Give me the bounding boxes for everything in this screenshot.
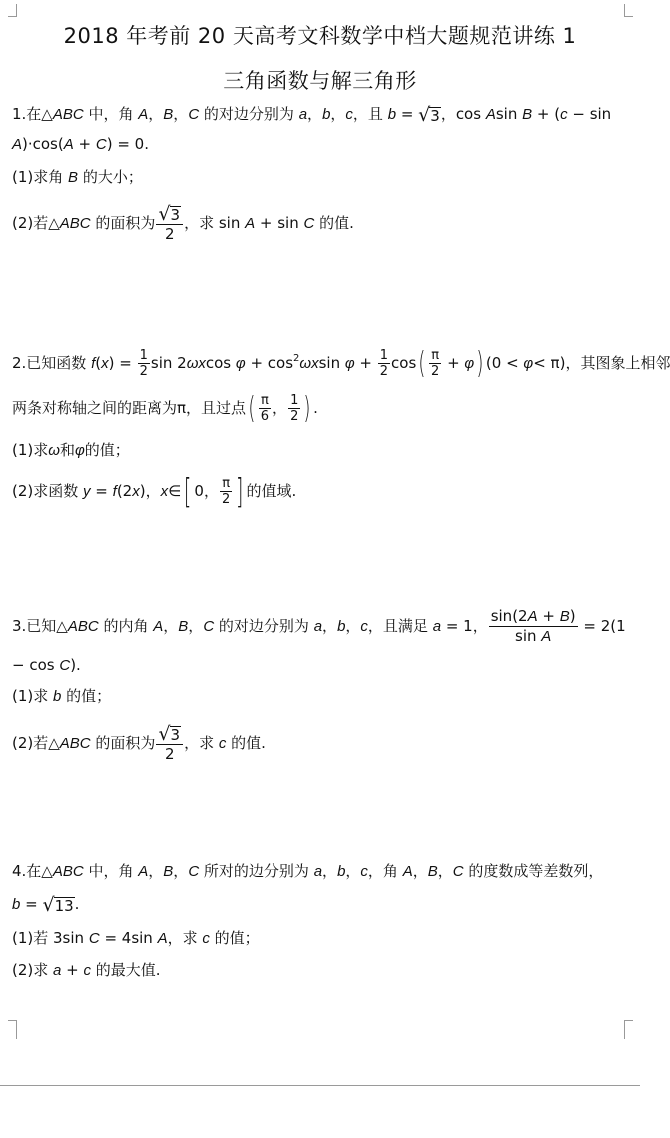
fraction-sin2AB-over-sinA: $\frac{\sin(2A + B)}{\text{sin A}}$: [490, 607, 576, 645]
page-subtitle: 三角函数与解三角形: [223, 69, 417, 93]
q1-line1: 1.在△ABC 中，角 A，B，C 的对边分别为 a，b，c，且 b = √ 3 ，cos Asin B + (c − sin: [12, 103, 612, 126]
fraction-pi-2: $\frac{\pi}{2}$: [221, 476, 231, 507]
fraction-1-2: $\frac{1}{2}$: [379, 348, 389, 379]
q4-line1: 4.在△ABC 中，角 A，B，C 所对的边分别为 a，b，c，角 A，B，C 的度数成等差数列，: [12, 862, 604, 880]
q1-part1: (1)求角 B 的大小；: [12, 168, 143, 186]
q3-part1: (1)求 b 的值；: [12, 687, 112, 705]
fraction-sqrt3-over-2: √ 3 2: [156, 724, 183, 763]
corner-mark-top-right: [624, 4, 633, 17]
page-bottom-divider: [0, 1085, 640, 1086]
q2-part2: (2)求函数 y = f(2x)，x∈[ 0， $\frac{\pi}{2}$ ] 的值域.: [12, 471, 297, 512]
corner-mark-bottom-right: [624, 1020, 633, 1039]
q3-part2: (2)若△ABC 的面积为 √ 3 2 ，求 c 的值.: [12, 723, 266, 763]
q2-line2: 两条对称轴之间的距离为π，且过点( $\frac{\pi}{6}$ ， $\frac{1}{2}$ ) .: [12, 390, 318, 426]
q4-part1: (1)若 3sin C = 4sin A，求 c 的值；: [12, 929, 260, 947]
corner-mark-top-left: [8, 4, 17, 17]
fraction-pi-6: $\frac{\pi}{6}$: [260, 393, 270, 424]
q1-part2: (2)若△ABC 的面积为 √ 3 2 ，求 sin A + sin C 的值.: [12, 203, 354, 243]
q3-line1: 3.已知△ABC 的内角 A，B，C 的对边分别为 a，b，c，且满足 a = 1， $\frac{\sin(2A + B)}{\text{sin A}}$ = 2(1: [12, 607, 626, 645]
fraction-1-2: $\frac{1}{2}$: [139, 348, 148, 379]
sqrt-13: √ 13: [42, 893, 74, 916]
page-title: 2018 年考前 20 天高考文科数学中档大题规范讲练 1: [63, 24, 577, 48]
fraction-pi-2: $\frac{\pi}{2}$: [431, 348, 440, 379]
q2-line1: 2.已知函数 f(x) = $\frac{1}{2}$ sin 2ωxcos $\varphi + \cos^2\omega xsin$ φ + $\frac{1}{2}$ cos( $\frac{\pi}{2}$ + φ) (0 < φ< π)，其图象上相邻: [12, 345, 670, 381]
sqrt-3: √ 3: [418, 103, 440, 126]
q4-part2: (2)求 a + c 的最大值.: [12, 961, 161, 979]
fraction-sqrt3-over-2: √ 3 2: [156, 204, 183, 243]
q2-part1: (1)求ω和φ的值；: [12, 441, 130, 459]
corner-mark-bottom-left: [8, 1020, 17, 1039]
q4-line2: b = √ 13 .: [12, 893, 80, 916]
q3-line2: − cos C).: [12, 656, 81, 674]
q1-line2: A)·cos(A + C) = 0.: [12, 135, 149, 153]
fraction-1-2: $\frac{1}{2}$: [290, 393, 299, 424]
